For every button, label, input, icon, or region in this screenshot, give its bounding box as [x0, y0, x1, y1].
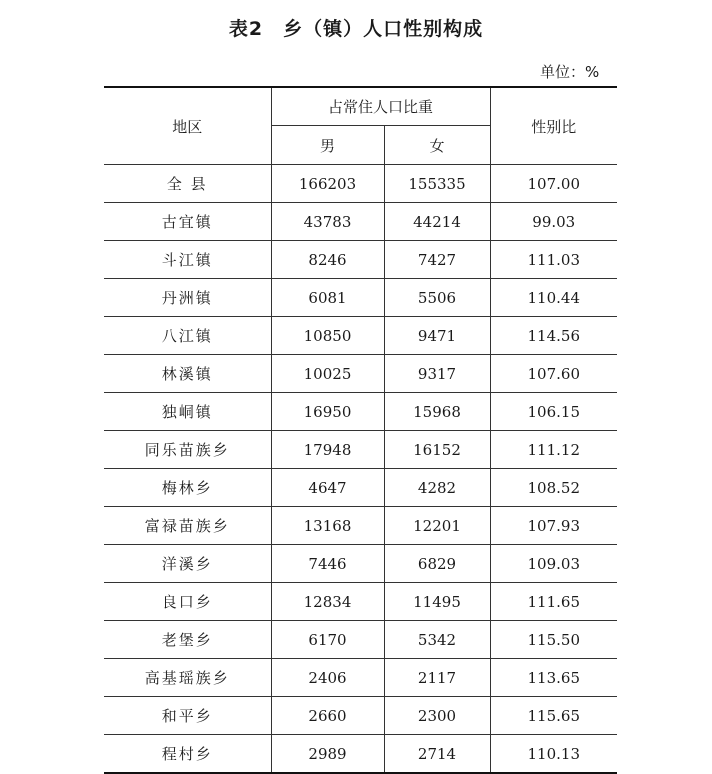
cell-ratio: 107.93 [490, 507, 617, 545]
cell-ratio: 110.13 [490, 735, 617, 774]
table-row [104, 697, 617, 735]
unit-label: 单位：% [540, 63, 600, 81]
header-female: 女 [384, 126, 490, 165]
header-male: 男 [271, 126, 384, 165]
cell-male: 10025 [271, 355, 384, 393]
cell-region: 同乐苗族乡 [104, 431, 271, 469]
cell-female: 2300 [384, 697, 490, 735]
table-row [104, 165, 617, 203]
cell-ratio: 115.65 [490, 697, 617, 735]
cell-male: 10850 [271, 317, 384, 355]
cell-male: 2406 [271, 659, 384, 697]
cell-region: 老堡乡 [104, 621, 271, 659]
cell-ratio: 107.60 [490, 355, 617, 393]
cell-male: 7446 [271, 545, 384, 583]
cell-ratio: 114.56 [490, 317, 617, 355]
table-row [104, 317, 617, 355]
cell-ratio: 111.65 [490, 583, 617, 621]
cell-male: 17948 [271, 431, 384, 469]
cell-region: 梅林乡 [104, 469, 271, 507]
cell-region: 林溪镇 [104, 355, 271, 393]
cell-ratio: 110.44 [490, 279, 617, 317]
cell-region: 良口乡 [104, 583, 271, 621]
table-row [104, 279, 617, 317]
cell-female: 2714 [384, 735, 490, 774]
cell-male: 8246 [271, 241, 384, 279]
cell-region: 古宜镇 [104, 203, 271, 241]
table-row [104, 203, 617, 241]
cell-region: 程村乡 [104, 735, 271, 774]
table-row [104, 241, 617, 279]
header-region: 地区 [172, 117, 203, 136]
cell-female: 16152 [384, 431, 490, 469]
table-row [104, 735, 617, 774]
table-row [104, 355, 617, 393]
cell-male: 16950 [271, 393, 384, 431]
cell-region: 全 县 [104, 165, 271, 203]
cell-ratio: 109.03 [490, 545, 617, 583]
cell-male: 6081 [271, 279, 384, 317]
table-row [104, 469, 617, 507]
cell-ratio: 99.03 [490, 203, 617, 241]
cell-female: 155335 [384, 165, 490, 203]
cell-ratio: 111.03 [490, 241, 617, 279]
cell-region: 丹洲镇 [104, 279, 271, 317]
cell-female: 15968 [384, 393, 490, 431]
table-row [104, 583, 617, 621]
cell-female: 12201 [384, 507, 490, 545]
header-ratio: 性别比 [490, 87, 617, 165]
cell-ratio: 106.15 [490, 393, 617, 431]
cell-female: 7427 [384, 241, 490, 279]
cell-female: 2117 [384, 659, 490, 697]
cell-female: 9317 [384, 355, 490, 393]
cell-ratio: 108.52 [490, 469, 617, 507]
cell-ratio: 115.50 [490, 621, 617, 659]
cell-female: 4282 [384, 469, 490, 507]
cell-female: 44214 [384, 203, 490, 241]
table-row [104, 545, 617, 583]
cell-male: 13168 [271, 507, 384, 545]
table-row [104, 659, 617, 697]
table-title: 表2 乡（镇）人口性别构成 [228, 18, 484, 40]
cell-male: 2989 [271, 735, 384, 774]
cell-male: 6170 [271, 621, 384, 659]
cell-ratio: 107.00 [490, 165, 617, 203]
cell-female: 11495 [384, 583, 490, 621]
cell-region: 独峒镇 [104, 393, 271, 431]
cell-female: 5506 [384, 279, 490, 317]
cell-region: 斗江镇 [104, 241, 271, 279]
cell-male: 166203 [271, 165, 384, 203]
table-row [104, 393, 617, 431]
cell-region: 洋溪乡 [104, 545, 271, 583]
cell-ratio: 111.12 [490, 431, 617, 469]
cell-male: 4647 [271, 469, 384, 507]
population-sex-table [104, 86, 617, 774]
cell-male: 12834 [271, 583, 384, 621]
header-group: 占常住人口比重 [271, 87, 490, 126]
cell-ratio: 113.65 [490, 659, 617, 697]
table-row [104, 431, 617, 469]
table-row [104, 507, 617, 545]
cell-female: 5342 [384, 621, 490, 659]
table-row [104, 621, 617, 659]
cell-region: 高基瑶族乡 [104, 659, 271, 697]
cell-male: 43783 [271, 203, 384, 241]
cell-region: 和平乡 [104, 697, 271, 735]
cell-male: 2660 [271, 697, 384, 735]
cell-region: 富禄苗族乡 [104, 507, 271, 545]
cell-female: 9471 [384, 317, 490, 355]
cell-region: 八江镇 [104, 317, 271, 355]
cell-female: 6829 [384, 545, 490, 583]
